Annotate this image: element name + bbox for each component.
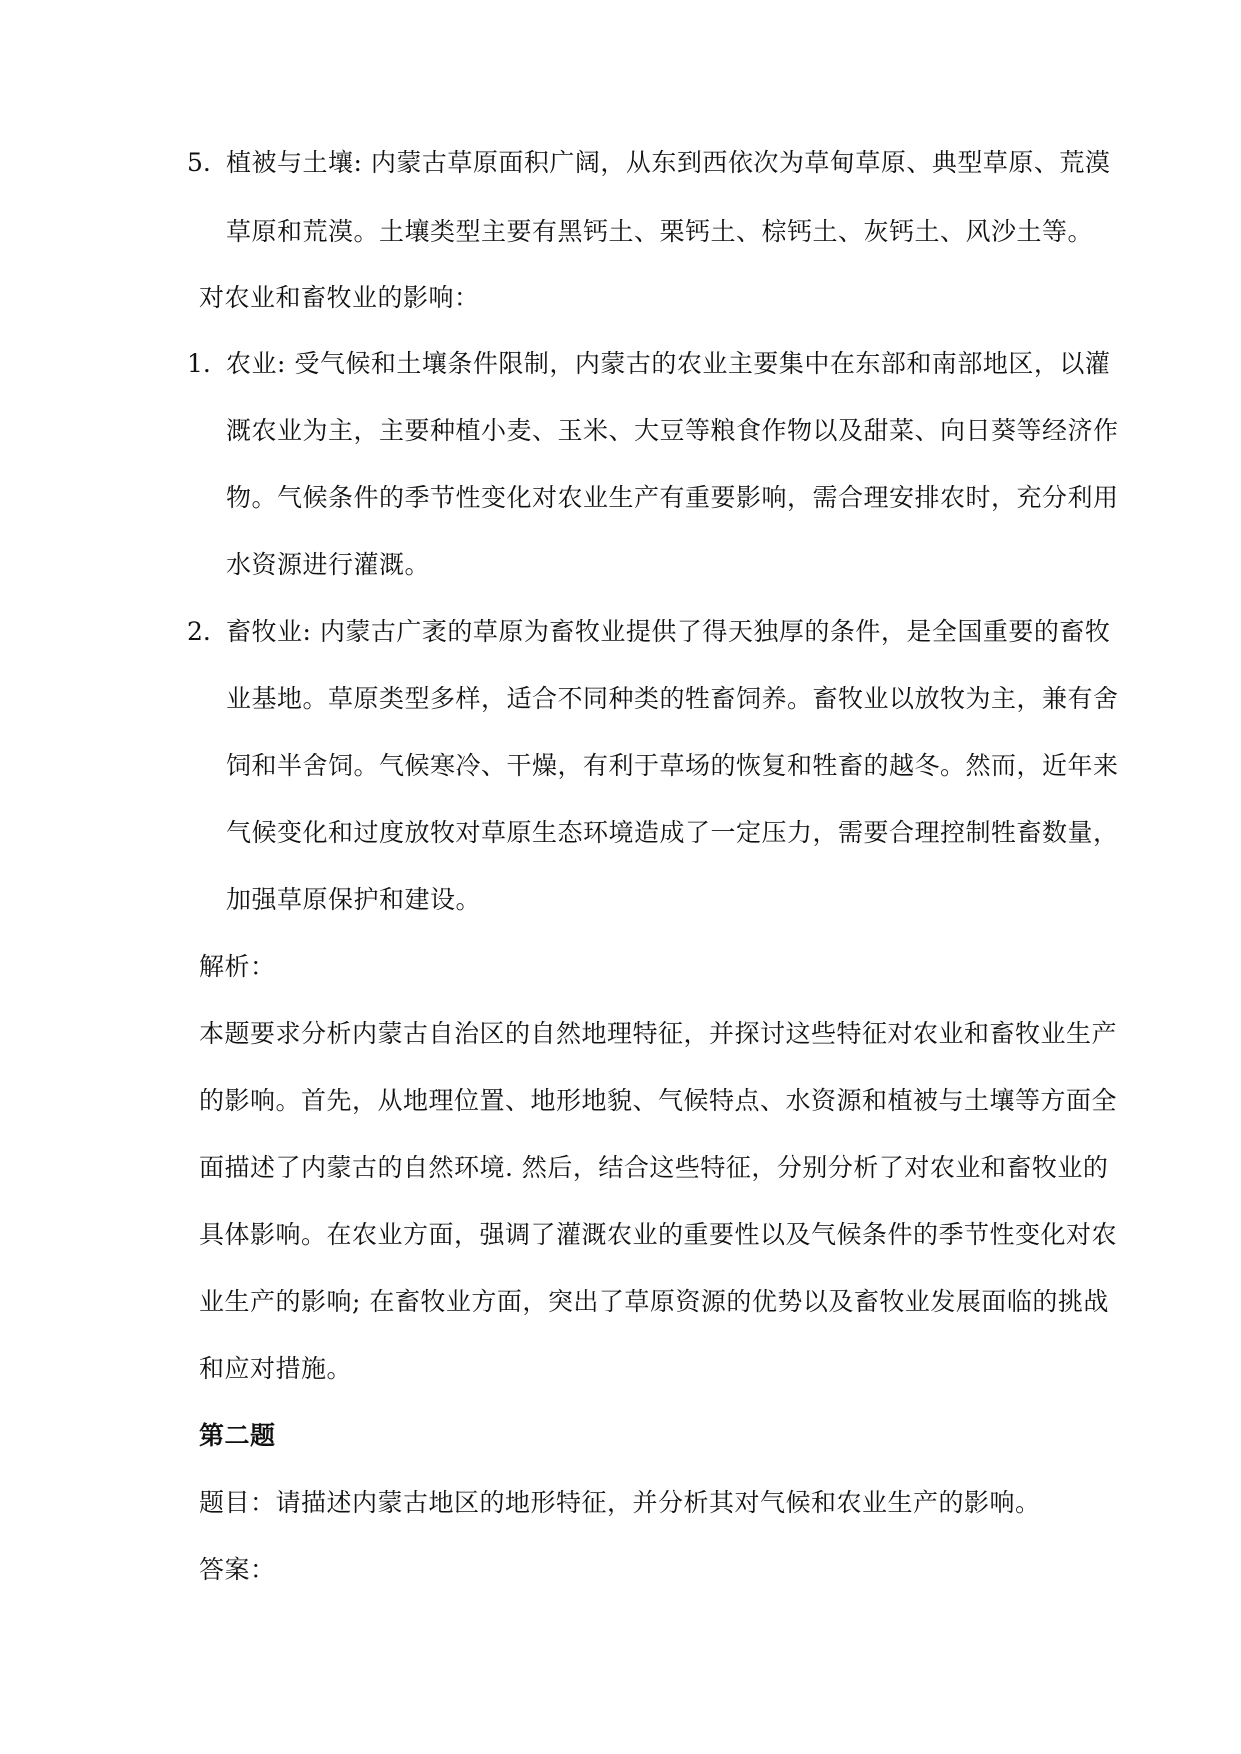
analysis-line-4: 具体影响。在农业方面，强调了灌溉农业的重要性以及气候条件的季节性变化对农 [199, 1220, 1118, 1249]
item2-line-1: 畜牧业: 内蒙古广袤的草原为畜牧业提供了得天独厚的条件，是全国重要的畜牧 [226, 617, 1111, 646]
item1-line-3: 物。气候条件的季节性变化对农业生产有重要影响，需合理安排农时，充分利用 [226, 483, 1119, 512]
analysis-heading: 解析： [199, 952, 276, 981]
item2-line-4: 气候变化和过度放牧对草原生态环境造成了一定压力，需要合理控制牲畜数量， [226, 818, 1119, 847]
analysis-line-5: 业生产的影响; 在畜牧业方面，突出了草原资源的优势以及畜牧业发展面临的挑战 [199, 1287, 1109, 1316]
analysis-line-6: 和应对措施。 [199, 1354, 353, 1383]
analysis-line-3: 面描述了内蒙古的自然环境. 然后，结合这些特征，分别分析了对农业和畜牧业的 [199, 1153, 1109, 1182]
list-number-1: 1. [187, 349, 211, 378]
question2-title: 第二题 [199, 1421, 276, 1450]
section5-line-1: 植被与土壤: 内蒙古草原面积广阔，从东到西依次为草甸草原、典型草原、荒漠 [226, 148, 1111, 177]
item1-line-1: 农业: 受气候和土壤条件限制，内蒙古的农业主要集中在东部和南部地区，以灌 [226, 349, 1111, 378]
item2-line-2: 业基地。草原类型多样，适合不同种类的牲畜饲养。畜牧业以放牧为主，兼有舍 [226, 684, 1119, 713]
section5-line-2: 草原和荒漠。土壤类型主要有黑钙土、栗钙土、棕钙土、灰钙土、风沙土等。 [226, 217, 1094, 246]
impact-heading: 对农业和畜牧业的影响： [199, 283, 480, 312]
question2-answer-label: 答案： [199, 1555, 276, 1584]
question2-prompt: 题目：请描述内蒙古地区的地形特征，并分析其对气候和农业生产的影响。 [199, 1488, 1041, 1517]
item2-line-3: 饲和半舍饲。气候寒冷、干燥，有利于草场的恢复和牲畜的越冬。然而，近年来 [226, 751, 1119, 780]
item1-line-2: 溉农业为主，主要种植小麦、玉米、大豆等粮食作物以及甜菜、向日葵等经济作 [226, 416, 1119, 445]
list-number-2: 2. [187, 617, 211, 646]
analysis-line-2: 的影响。首先，从地理位置、地形地貌、气候特点、水资源和植被与土壤等方面全 [199, 1086, 1118, 1115]
item1-line-4: 水资源进行灌溉。 [226, 550, 431, 579]
list-number-5: 5. [187, 148, 211, 177]
item2-line-5: 加强草原保护和建设。 [226, 885, 482, 914]
analysis-line-1: 本题要求分析内蒙古自治区的自然地理特征，并探讨这些特征对农业和畜牧业生产 [199, 1019, 1118, 1048]
